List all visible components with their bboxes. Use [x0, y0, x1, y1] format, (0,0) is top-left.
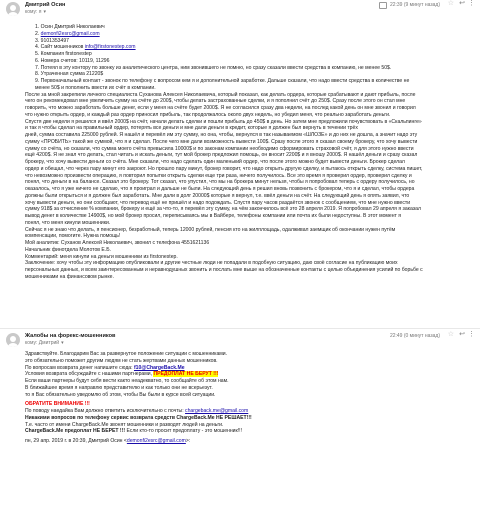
body-line: После за мной закрепили личного специалиста Суханова Алексея Николаевича, который показал, как делать ордера, которые срабатывают и дают прибыль, после — [25, 91, 416, 98]
message-meta — [390, 333, 440, 340]
body-line: брокеру, что хочу вывести деньги со счёта. Мне сказали, что надо сделать один маленький ордер, что после этого можно будет вывести деньги. Брокер сделал — [25, 159, 405, 165]
body-line: Спустя две недели я решился и ввёл 2000$ на счёт, начали делать сделки и пошли прибыль до 450$ в день. Но затем мне предложили почувствовать в «Скальпинге» — [25, 118, 422, 125]
body-line: мошенниками на финансовом рынке. — [25, 273, 114, 280]
body-line: говорить, что можно заработать больше денег, если у меня на счёте будет 2000$. Я не согласился сразу два недели, на послед какой день он мне звонил и говорил — [25, 105, 416, 111]
body-line: чего он рекомендовал мне увеличить сумму на счёте до 200$, чтобы делать застрахованные сделки, и я пополнил счёт до 250$. Сразу после этого он стал мне — [25, 98, 406, 105]
body-line: сумму «ПРОБИТЬ» такой же суммой, что я и сделал. После чего мне дали возможность вывести 100$. Сразу после этого я сказал своему брокеру, что хочу вывести — [25, 138, 418, 145]
star-icon[interactable]: ☆ — [447, 331, 454, 338]
body-line: 9. Первоначальный контакт - звонок по телефону с вопросом кем я и дополнительной заработке. Дальше сказали, что надо ввести средства в количестве не — [35, 78, 410, 84]
message-body — [25, 24, 474, 281]
body-line: По поводу наедайка Вам должно ответить исключительно с почты: chargeback.me@gmail.com — [25, 408, 249, 414]
message-time: 22:49 (0 минут назад) — [389, 333, 440, 339]
message-meta — [379, 2, 440, 9]
email-message-2 — [0, 331, 480, 519]
body-line: 1. Осин Дмитрий Николаевич — [35, 24, 105, 30]
site-link[interactable]: info@firstonestep.com — [84, 44, 136, 51]
body-line: Условия возврата обсуждайте с нашими партнерами, ПРЕДОПЛАТ НЕ БЕРУТ !!! — [25, 371, 219, 378]
body-line: оказалось, что я уже ничего не сделаю, что я проиграл и дальше не были. На следующий день я решил вновь позвонить с брокером, что я и сделал, чтобы ордера — [25, 186, 415, 192]
reply-icon[interactable]: ↩ — [459, 331, 465, 338]
body-line: это обязательно поможет другим людям не стать жертвами данных мошенников. — [25, 357, 218, 364]
message-time: 22:39 (9 минут назад) — [389, 2, 440, 9]
recipient-label: кому: я — [25, 9, 42, 15]
sender-avatar[interactable] — [6, 333, 20, 347]
body-line: персональных данных, и всем заинтересованным и неравнодушных звонить и послать мне выше на обозначенные контакты с целью объединения усилий по борьбе с — [25, 267, 423, 273]
body-line: 8. Утраченная сумма 21220$ — [35, 71, 104, 78]
email-link[interactable]: demonfi2esrc@gmail.com — [40, 30, 100, 37]
chevron-down-icon[interactable]: ▾ — [43, 9, 47, 15]
body-line: понял, что деньги в на балансе. Сказал это брокеру. Тот сказал, что упустил, что мы на брокера минут нельзя, чтобы я попробовал теперь с ордеру получилось, но — [25, 179, 415, 186]
reply-icon[interactable]: ↩ — [459, 0, 465, 7]
body-line: Сейчас я не знаю что делать, я пенсионер, безработный, теперь 12000 рублей, пенсия кто на жилплощадь, одалживал заемщик об окончании нужен путём — [25, 226, 396, 233]
chevron-down-icon[interactable]: ▾ — [61, 340, 64, 346]
body-line: Никакими вопросов по телефону сервис возврата средств ChargeBack.Me НЕ РЕШАЕТ!!! — [25, 414, 252, 421]
body-line: ордер и обещал, что через пару минут его закроют. Но прошло пару минут, брокер говорит, что надо открыть другую сделку, и пытаюсь открыть сделку, система пишет, — [25, 165, 423, 172]
recipient-label: кому: Дмитрий — [25, 340, 60, 346]
body-line: дней, сумма составила 225000 рублей. Я нашёл и перевёл им эту сумму, но она, чтобы, вернулся в так называемом «ШЛОЗЕ» и до них не дошла, а значит надо эту — [25, 132, 418, 138]
attention-heading: ОБРАТИТЕ ВНИМАНИЕ !!! — [25, 401, 90, 408]
chargeback-email-link[interactable]: chargeback.me@gmail.com — [185, 408, 249, 414]
more-icon[interactable]: ⋮ — [468, 331, 475, 338]
body-line: и так я чтобы сделал на правильный ордер, потерять все деньги и мне дали деньги в кредит, которые я должен был вернуть в течении трёх — [25, 125, 358, 132]
body-line: сумму со счёта, но сказали, что сумма моего счёта превысила 10000$ и по законам компании необходимо сформировать страховой счёт, я для этого нужно ввести — [25, 145, 414, 152]
greeting: Здравствуйте. Благодарим Вас за развернутое положение ситуации с мошенниками. — [25, 351, 228, 357]
star-icon[interactable]: ☆ — [447, 0, 454, 7]
more-icon[interactable]: ⋮ — [468, 0, 475, 7]
quoted-header: пн, 29 апр. 2019 г. в 20:39, Дмитрий Осин <demonfi2esrc@gmail.com>: — [25, 438, 191, 444]
body-line: 3. 9101353497 — [35, 37, 69, 44]
body-line: понял, что меня кинули мошенники. — [25, 219, 111, 226]
body-line: хочу вывести деньги, но они сообщают, что перевод ещё не пришёл и надо подождать. Спустя пару часов раздаётся звонок с сообщением, что мне нужно ввести — [25, 199, 411, 206]
body-line: то я Вас обязательно уведомлю об этом, чтобы Вы были в курсе всей ситуации. — [25, 391, 216, 398]
body-line: 7. Потеял в эту контору по звонку из аналитического центра, ним звонившего не помню, но сразу сказали ввести средства в компанию, не менее 50$. — [35, 64, 392, 71]
body-line: Начальник финотдела Молотов Е.Б. — [25, 246, 111, 253]
refund-email-link[interactable]: f10@ChargeBack.Me — [133, 364, 185, 371]
body-line: компенсации, помогите. Нужна помощь! — [25, 233, 121, 240]
body-line: Комментарий: меня кинули на деньги мошенники из firstonestep. — [25, 253, 178, 260]
body-line: ещё 4200$. Я не знал что делать, стал читать и искать деньги, тут мой брокер предложил помощь, он вносит 2200$ и я вношу 2000$. Я нашёл деньги и сразу сказал — [25, 152, 418, 159]
body-line: 5. Компания firstonestep — [35, 51, 92, 57]
body-line: Если ваши партнеры будут себя вести както неадекватно, то сообщайте об этом нам. — [25, 378, 229, 384]
quoted-email-link[interactable]: demonfi2esrc@gmail.com — [126, 438, 186, 444]
no-prepay-warning: ПРЕДОПЛАТ НЕ БЕРУТ !!! — [153, 371, 219, 378]
body-line: Заключение: хочу чтобы эту информацию опубликовали и другие честные люди не попадали в подобную ситуацию, даю своё согласие на публикацию моих — [25, 260, 398, 267]
body-line: менее 50$ и пополнить ввести их счёт в компании. — [35, 84, 156, 91]
message-divider — [0, 328, 480, 329]
recipient-line[interactable] — [25, 9, 46, 16]
body-line: должны были открыться и я должен был заработать. Мне дали в долг 20000$ которые я вернул, т.е. ввёл деньги на счёт. На следующий день я опять заявил, что — [25, 192, 410, 199]
message-body — [25, 351, 474, 445]
body-line: Т.е. часто от имени ChargeBack.Me звонят мошенники и разводят людей на деньги. — [25, 421, 224, 428]
body-line: Мой аналитик: Суханов Алексей Николаевич, звонил с телефона 4551621136 — [25, 240, 210, 246]
sender-avatar[interactable] — [6, 2, 20, 16]
sender-name[interactable]: Дмитрий Осин — [25, 2, 66, 8]
body-line: 6. Номера счетов: 10119, 11296 — [35, 57, 110, 64]
sender-name[interactable]: Жалобы на форекс-мошенников — [25, 333, 116, 339]
body-line: 4. Сайт мошенников info@firstonestep.com — [35, 44, 136, 51]
body-line: ChargeBack.Me предоплат НЕ БЕРЕТ !!! Если кто-то просит предоплату - это мошенник!!! — [25, 428, 242, 435]
recipient-line[interactable] — [25, 340, 64, 347]
body-line: 2. demonfi2esrc@gmail.com — [35, 30, 100, 37]
body-line: сумму 918$ за отчисление % компании, брокеру и ещё за что-то, я перевёл эту сумму, на чём закончилось всё это 28 апреля 2019. Я попробовал 29 апреля я заказал — [25, 206, 421, 213]
body-line: В ближайшее время я направлю представителю и как только они не всерьезут. — [25, 384, 213, 391]
body-line: вывод денег в количестве 14900$, но мой брокер просил, переписываясь мы в Вайбере, телефоны компании или почта их были недоступны. В этот момент я — [25, 213, 402, 219]
attachment-icon — [379, 2, 387, 9]
body-line: что нужно открыть ордер, и каждый раз ордер приносил прибыль, так продолжалось около двух недель, но убедил меня, что реально заработать деньги. — [25, 111, 391, 118]
body-line: что невозможно произвести операцию, я повторил попытки открыть сделки еще три раза, ничего получилось. Все это время я проверил ордер, проверил сделку и — [25, 172, 412, 179]
body-line: По вопросам возврата денег напишите сюда: f10@ChargeBack.Me — [25, 364, 185, 371]
